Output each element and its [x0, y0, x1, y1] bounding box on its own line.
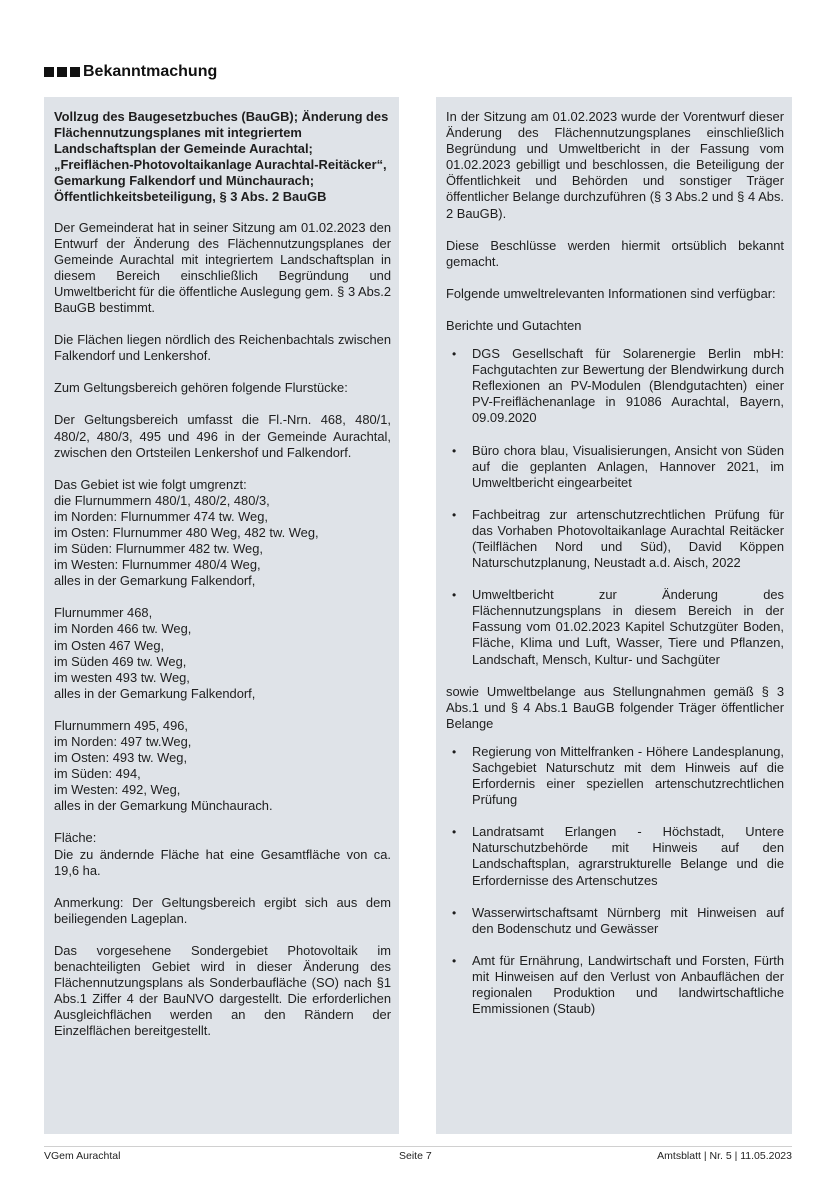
area-paragraph	[54, 830, 391, 878]
boundary-line: im Osten: 493 tw. Weg,	[54, 750, 188, 766]
boundary-block-3	[54, 718, 391, 815]
boundary-line: alles in der Gemarkung Falkendorf,	[54, 685, 256, 701]
boundary-line: alles in der Gemarkung Falkendorf,	[54, 573, 256, 589]
boundary-line: im Osten: Flurnummer 480 Weg, 482 tw. Weg,	[54, 524, 319, 540]
boundary-block-1	[54, 477, 391, 590]
footer-issue: Amtsblatt | Nr. 5 | 11.05.2023	[657, 1150, 792, 1162]
paragraph: Anmerkung: Der Geltungsbereich ergibt sich aus dem beiliegenden Lageplan.	[54, 894, 391, 926]
boundary-line: die Flurnummern 480/1, 480/2, 480/3,	[54, 492, 270, 508]
list-item: • Landratsamt Erlangen - Höchstadt, Untere Naturschutzbehörde mit Hinweis auf den Landschaftsplan, agrarstrukturelle Belange und die Erfordernisse des Artenschutzes	[446, 824, 784, 888]
list-item: • Amt für Ernährung, Landwirtschaft und Forsten, Fürth mit Hinweisen auf den Verlust von Anbauflächen der regionalen Produktion und landwirtschaftliche Emmissionen (Staub)	[446, 953, 784, 1017]
boundary-line: im Westen: 492, Weg,	[54, 782, 181, 798]
paragraph: Diese Beschlüsse werden hiermit ortsüblich bekannt gemacht.	[446, 237, 784, 269]
list-item: • Fachbeitrag zur artenschutzrechtlichen Prüfung für das Vorhaben Photovoltaikanlage Aurachtal Reitäcker (Teilflächen Nord und Süd), David Köppen Naturschutzplanung, Neustadt a.d. Aisch, 2022	[446, 507, 784, 571]
footer-publisher: VGem Aurachtal	[44, 1150, 121, 1162]
list-item: • Büro chora blau, Visualisierungen, Ansicht von Süden auf die geplanten Anlagen, Hannover 2021, im Umweltbericht eingearbeitet	[446, 443, 784, 491]
paragraph: Das vorgesehene Sondergebiet Photovoltaik im benachteiligten Gebiet wird in dieser Änderung des Flächennutzungsplans als Sonderbaufläche (SO) nach §1 Abs.1 Ziffer 4 der BauNVO dargestellt. Die erforderlichen Ausgleichflächen werden an den Rändern der Einzelflächen bereitgestellt.	[54, 942, 391, 1039]
area-label: Fläche:	[54, 830, 97, 846]
square-icon	[57, 67, 67, 77]
page-number: Seite 7	[399, 1150, 432, 1162]
boundary-line: im Süden: Flurnummer 482 tw. Weg,	[54, 541, 263, 557]
list-item: • DGS Gesellschaft für Solarenergie Berlin mbH: Fachgutachten zur Bewertung der Blendwirkung durch Reflexionen an PV-Modulen (Blendgutachten) einer PV-Freiflächenanlage in 91086 Aurachtal, Bayern, 09.09.2020	[446, 346, 784, 426]
list-item: • Wasserwirtschaftsamt Nürnberg mit Hinweisen auf den Bodenschutz und Gewässer	[446, 905, 784, 937]
paragraph: Der Geltungsbereich umfasst die Fl.-Nrn. 468, 480/1, 480/2, 480/3, 495 und 496 in der Gemeinde Aurachtal, zwischen den Ortsteilen Lenkershof und Falkendorf.	[54, 412, 391, 460]
paragraph: Der Gemeinderat hat in seiner Sitzung am 01.02.2023 den Entwurf der Änderung des Flächennutzungsplanes der Gemeinde Aurachtal mit integriertem Landschaftsplan in diesem Bereich einschließlich Begründung und Umweltbericht für die öffentliche Auslegung gem. § 3 Abs.2 BauGB bestimmt.	[54, 219, 391, 316]
paragraph: In der Sitzung am 01.02.2023 wurde der Vorentwurf dieser Änderung des Flächennutzungsplanes einschließlich Begründung und Umweltbericht in der Fassung vom 01.02.2023 gebilligt und beschlossen, die Beteiligung der Öffentlichkeit und Behörden und sonstiger Träger öffentlicher Belange durchzuführen (§ 3 Abs.2 und § 4 Abs. 2 BauGB).	[446, 109, 784, 221]
boundary-line: im Süden: 494,	[54, 766, 141, 782]
paragraph: Folgende umweltrelevanten Informationen sind verfügbar:	[446, 285, 776, 301]
boundary-line: Das Gebiet ist wie folgt umgrenzt:	[54, 476, 247, 492]
right-column	[436, 97, 792, 1134]
report-list	[446, 346, 784, 668]
boundary-line: im Norden 466 tw. Weg,	[54, 621, 192, 637]
boundary-line: im westen 493 tw. Weg,	[54, 669, 190, 685]
footer-divider	[44, 1146, 792, 1147]
square-icon	[44, 67, 54, 77]
left-column	[44, 97, 399, 1134]
boundary-block-2	[54, 605, 391, 702]
boundary-line: im Osten 467 Weg,	[54, 637, 165, 653]
paragraph: sowie Umweltbelange aus Stellungnahmen gemäß § 3 Abs.1 und § 4 Abs.1 BauGB folgender Träger öffentlicher Belange	[446, 683, 784, 731]
boundary-line: im Westen: Flurnummer 480/4 Weg,	[54, 557, 261, 573]
area-text: Die zu ändernde Fläche hat eine Gesamtfläche von ca. 19,6 ha.	[54, 846, 391, 878]
paragraph: Zum Geltungsbereich gehören folgende Flurstücke:	[54, 380, 348, 396]
paragraph: Berichte und Gutachten	[446, 317, 582, 333]
boundary-line: im Norden: 497 tw.Weg,	[54, 734, 192, 749]
list-item: • Regierung von Mittelfranken - Höhere Landesplanung, Sachgebiet Naturschutz mit dem Hinweis auf die Erfordernis einer speziellen artenschutzrechtlichen Prüfung	[446, 744, 784, 808]
boundary-line: alles in der Gemarkung Münchaurach.	[54, 798, 273, 814]
paragraph: Die Flächen liegen nördlich des Reichenbachtals zwischen Falkendorf und Lenkershof.	[54, 332, 391, 364]
authority-list	[446, 744, 784, 1017]
boundary-line: Flurnummer 468,	[54, 605, 153, 621]
boundary-line: im Norden: Flurnummer 474 tw. Weg,	[54, 508, 268, 524]
boundary-line: Flurnummern 495, 496,	[54, 717, 188, 733]
list-item: • Umweltbericht zur Änderung des Flächennutzungsplans in diesem Bereich in der Fassung vom 01.02.2023 Kapitel Schutzgüter Boden, Fläche, Klima und Luft, Wasser, Tiere und Pflanzen, Landschaft, Mensch, Kultur- und Sachgüter	[446, 587, 784, 667]
square-icon	[70, 67, 80, 77]
section-header	[44, 62, 217, 82]
section-title: Bekanntmachung	[83, 63, 218, 80]
notice-title: Vollzug des Baugesetzbuches (BauGB); Änderung des Flächennutzungsplanes mit integriertem Landschaftsplan der Gemeinde Aurachtal; „Freiflächen-Photovoltaikanlage Aurachtal-Reitäcker“, Gemarkung Falkendorf und Münchaurach; Öffentlichkeitsbeteiligung, § 3 Abs. 2 BauGB	[54, 109, 389, 205]
boundary-line: im Süden 469 tw. Weg,	[54, 653, 187, 669]
